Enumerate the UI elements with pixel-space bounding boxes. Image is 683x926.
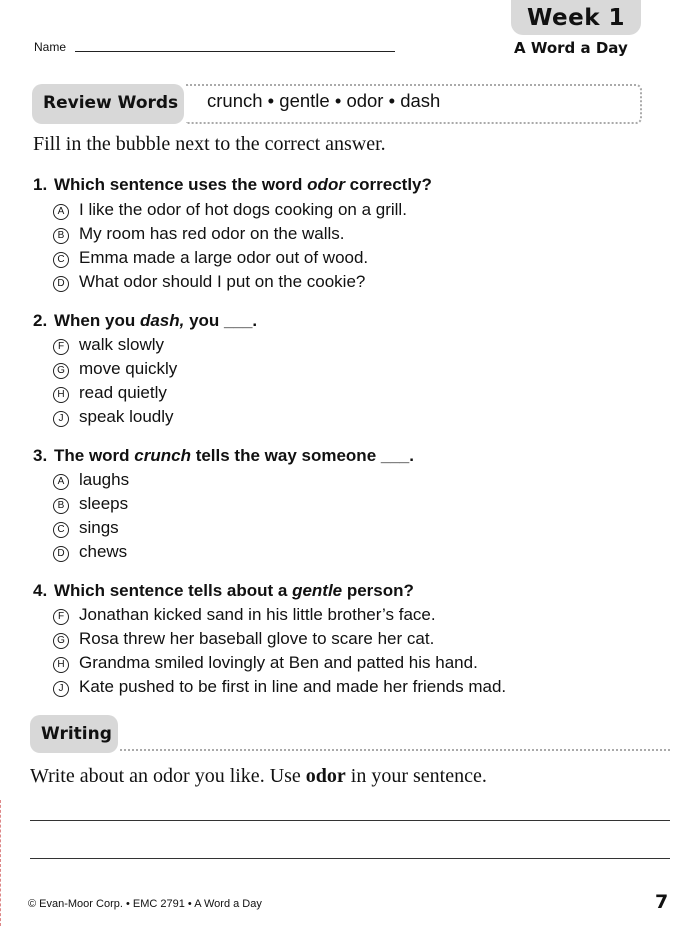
option-1c[interactable] — [53, 248, 368, 268]
review-words-label: Review Words — [43, 93, 179, 113]
question-1 — [33, 175, 432, 195]
review-words-list: crunch • gentle • odor • dash — [207, 90, 441, 111]
option-2g[interactable] — [53, 359, 177, 379]
option-3b[interactable] — [53, 494, 128, 514]
option-text: laughs — [79, 470, 130, 489]
option-2f[interactable] — [53, 335, 164, 355]
bubble-icon[interactable]: D — [53, 276, 69, 292]
question-text: The word — [54, 446, 135, 465]
option-4h[interactable] — [53, 653, 478, 673]
option-1d[interactable] — [53, 272, 365, 292]
bubble-icon[interactable]: G — [53, 363, 69, 379]
bubble-icon[interactable]: B — [53, 228, 69, 244]
question-keyword: odor — [307, 175, 345, 194]
prompt-keyword: odor — [305, 765, 346, 787]
question-number: 4. — [33, 581, 48, 600]
question-number: 2. — [33, 311, 48, 330]
option-text: walk slowly — [79, 335, 165, 354]
option-4f[interactable] — [53, 605, 436, 625]
option-text: Grandma smiled lovingly at Ben and patted his hand. — [79, 653, 478, 672]
footer-credit: © Evan-Moor Corp. • EMC 2791 • A Word a Day — [28, 898, 262, 910]
option-text: read quietly — [79, 383, 167, 402]
option-4g[interactable] — [53, 629, 434, 649]
option-text: chews — [79, 542, 128, 561]
option-4j[interactable] — [53, 677, 506, 697]
bubble-icon[interactable]: H — [53, 657, 69, 673]
question-keyword: gentle — [292, 581, 343, 600]
week-label: Week 1 — [526, 5, 626, 31]
instructions: Fill in the bubble next to the correct answer. — [33, 133, 386, 155]
name-field[interactable] — [75, 51, 395, 52]
option-3a[interactable] — [53, 470, 129, 490]
question-text: tells the way someone ___. — [190, 446, 414, 465]
question-4 — [33, 581, 414, 601]
option-1b[interactable] — [53, 224, 345, 244]
bubble-icon[interactable]: F — [53, 339, 69, 355]
question-text: When you — [54, 311, 140, 330]
bubble-icon[interactable]: A — [53, 204, 69, 220]
option-3d[interactable] — [53, 542, 127, 562]
question-text: you ___. — [184, 311, 258, 330]
book-title: A Word a Day — [514, 39, 628, 57]
option-text: What odor should I put on the cookie? — [79, 272, 366, 291]
option-text: speak loudly — [79, 407, 174, 426]
writing-prompt — [30, 765, 487, 788]
option-text: move quickly — [79, 359, 178, 378]
question-text: correctly? — [344, 175, 432, 194]
bubble-icon[interactable]: J — [53, 681, 69, 697]
option-text: Emma made a large odor out of wood. — [79, 248, 369, 267]
question-3 — [33, 446, 414, 466]
writing-label: Writing — [41, 724, 112, 744]
page-edge — [0, 800, 3, 926]
option-text: Rosa threw her baseball glove to scare her cat. — [79, 629, 435, 648]
option-3c[interactable] — [53, 518, 119, 538]
writing-line-1[interactable] — [30, 820, 670, 821]
option-text: My room has red odor on the walls. — [79, 224, 345, 243]
question-number: 1. — [33, 175, 48, 194]
prompt-text: Write about an odor you like. Use — [30, 765, 306, 787]
option-text: sleeps — [79, 494, 129, 513]
dotted-divider — [120, 749, 670, 751]
option-2j[interactable] — [53, 407, 174, 427]
option-text: Jonathan kicked sand in his little brother’s face. — [79, 605, 436, 624]
review-words-tab — [32, 84, 184, 124]
week-tab — [511, 0, 641, 35]
question-keyword: crunch — [134, 446, 191, 465]
bubble-icon[interactable]: A — [53, 474, 69, 490]
bubble-icon[interactable]: H — [53, 387, 69, 403]
bubble-icon[interactable]: C — [53, 522, 69, 538]
question-text: Which sentence uses the word — [54, 175, 308, 194]
option-text: I like the odor of hot dogs cooking on a grill. — [79, 200, 407, 219]
option-text: sings — [79, 518, 119, 537]
question-number: 3. — [33, 446, 48, 465]
bubble-icon[interactable]: F — [53, 609, 69, 625]
bubble-icon[interactable]: D — [53, 546, 69, 562]
prompt-text: in your sentence. — [345, 765, 487, 787]
question-2 — [33, 311, 257, 331]
bubble-icon[interactable]: C — [53, 252, 69, 268]
page-number: 7 — [655, 891, 669, 913]
bubble-icon[interactable]: B — [53, 498, 69, 514]
question-keyword: dash, — [139, 311, 185, 330]
writing-tab — [30, 715, 118, 753]
bubble-icon[interactable]: G — [53, 633, 69, 649]
bubble-icon[interactable]: J — [53, 411, 69, 427]
option-2h[interactable] — [53, 383, 167, 403]
option-1a[interactable] — [53, 200, 407, 220]
option-text: Kate pushed to be first in line and made her friends mad. — [79, 677, 507, 696]
question-text: Which sentence tells about a — [54, 581, 293, 600]
writing-line-2[interactable] — [30, 858, 670, 859]
name-label: Name — [34, 40, 67, 54]
question-text: person? — [342, 581, 414, 600]
